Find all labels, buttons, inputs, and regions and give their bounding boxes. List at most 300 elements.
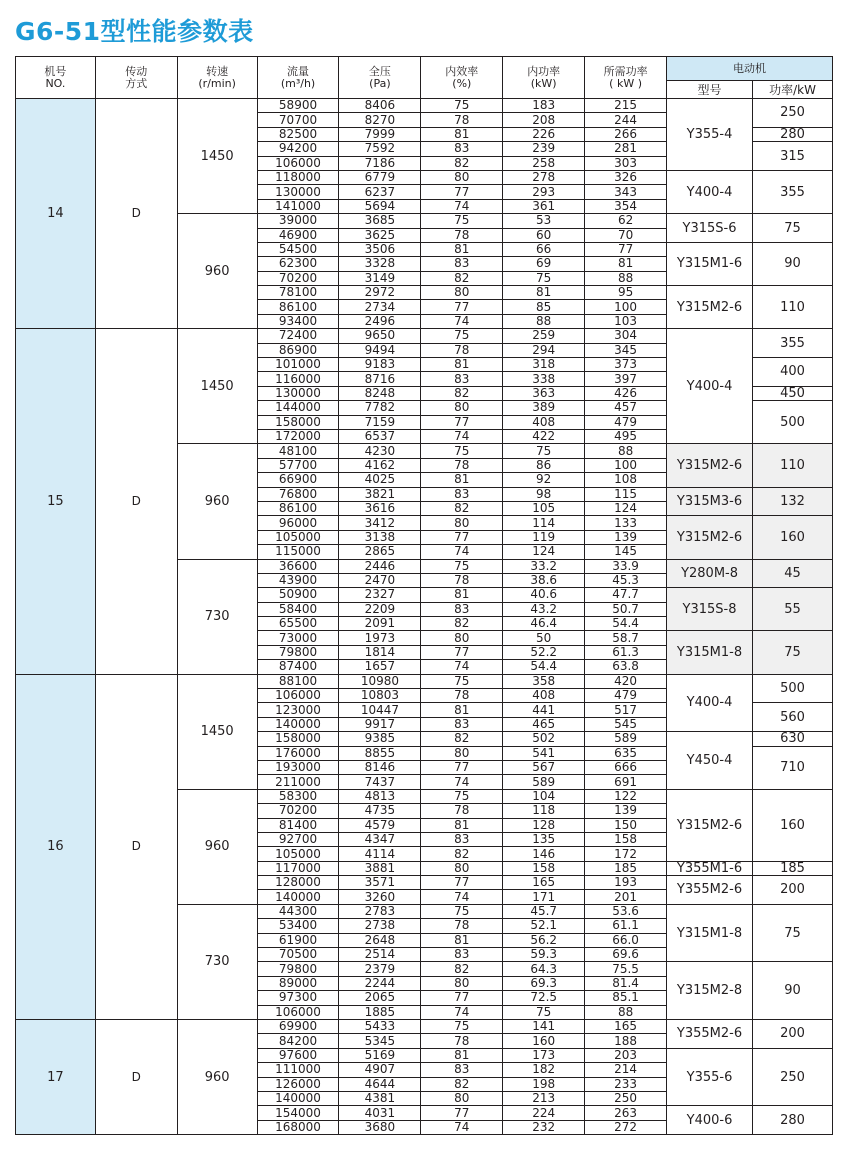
flow-cell: 65500	[257, 617, 339, 631]
efficiency-cell: 75	[421, 99, 503, 113]
required-power-cell: 203	[585, 1048, 667, 1062]
motor-model-cell: Y400-4	[667, 170, 753, 213]
required-power-cell: 124	[585, 501, 667, 515]
required-power-cell: 266	[585, 127, 667, 141]
internal-power-cell: 66	[503, 242, 585, 256]
efficiency-cell: 80	[421, 1091, 503, 1105]
flow-cell: 79800	[257, 962, 339, 976]
pressure-cell: 2209	[339, 602, 421, 616]
flow-cell: 66900	[257, 473, 339, 487]
motor-power-cell: 75	[753, 904, 833, 962]
internal-power-cell: 75	[503, 1005, 585, 1019]
fan-number-cell: 14	[16, 99, 96, 329]
pressure-cell: 8855	[339, 746, 421, 760]
efficiency-cell: 74	[421, 545, 503, 559]
flow-cell: 93400	[257, 314, 339, 328]
required-power-cell: 666	[585, 760, 667, 774]
internal-power-cell: 128	[503, 818, 585, 832]
pressure-cell: 2327	[339, 588, 421, 602]
pressure-cell: 5169	[339, 1048, 421, 1062]
pressure-cell: 9183	[339, 358, 421, 372]
performance-table	[15, 56, 833, 1135]
pressure-cell: 6779	[339, 170, 421, 184]
pressure-cell: 4579	[339, 818, 421, 832]
motor-model-cell: Y315M2-6	[667, 516, 753, 559]
required-power-cell: 158	[585, 832, 667, 846]
motor-power-cell: 280	[753, 1106, 833, 1135]
internal-power-cell: 183	[503, 99, 585, 113]
required-power-cell: 250	[585, 1091, 667, 1105]
required-power-cell: 373	[585, 358, 667, 372]
internal-power-cell: 119	[503, 530, 585, 544]
motor-power-cell: 355	[753, 329, 833, 358]
flow-cell: 101000	[257, 358, 339, 372]
internal-power-cell: 53	[503, 214, 585, 228]
pressure-cell: 3685	[339, 214, 421, 228]
required-power-cell: 139	[585, 530, 667, 544]
internal-power-cell: 294	[503, 343, 585, 357]
fan-number-cell: 15	[16, 329, 96, 674]
pressure-cell: 5433	[339, 1020, 421, 1034]
motor-power-cell: 75	[753, 214, 833, 243]
pressure-cell: 4347	[339, 832, 421, 846]
motor-power-cell: 110	[753, 286, 833, 329]
internal-power-cell: 363	[503, 386, 585, 400]
header-fan-no: 机号 NO.	[16, 57, 96, 99]
required-power-cell: 426	[585, 386, 667, 400]
pressure-cell: 8270	[339, 113, 421, 127]
efficiency-cell: 81	[421, 588, 503, 602]
internal-power-cell: 224	[503, 1106, 585, 1120]
pressure-cell: 6237	[339, 185, 421, 199]
efficiency-cell: 81	[421, 933, 503, 947]
pressure-cell: 3821	[339, 487, 421, 501]
efficiency-cell: 83	[421, 602, 503, 616]
header-required-power: 所需功率 ( kW )	[585, 57, 667, 99]
header-motor-power: 功率/kW	[753, 81, 833, 99]
pressure-cell: 3412	[339, 516, 421, 530]
flow-cell: 58300	[257, 789, 339, 803]
motor-power-cell: 55	[753, 588, 833, 631]
speed-cell: 960	[177, 1020, 257, 1135]
efficiency-cell: 82	[421, 156, 503, 170]
internal-power-cell: 69	[503, 257, 585, 271]
motor-power-cell: 185	[753, 861, 833, 875]
flow-cell: 111000	[257, 1063, 339, 1077]
required-power-cell: 122	[585, 789, 667, 803]
efficiency-cell: 82	[421, 501, 503, 515]
motor-model-cell: Y355M1-6	[667, 861, 753, 875]
table-header	[16, 57, 833, 99]
motor-model-cell: Y450-4	[667, 732, 753, 790]
efficiency-cell: 80	[421, 170, 503, 184]
efficiency-cell: 81	[421, 703, 503, 717]
motor-model-cell: Y315M1-6	[667, 242, 753, 285]
required-power-cell: 545	[585, 717, 667, 731]
efficiency-cell: 78	[421, 919, 503, 933]
required-power-cell: 45.3	[585, 573, 667, 587]
flow-cell: 79800	[257, 645, 339, 659]
pressure-cell: 5345	[339, 1034, 421, 1048]
motor-power-cell: 280	[753, 127, 833, 141]
motor-model-cell: Y355M2-6	[667, 876, 753, 905]
pressure-cell: 4230	[339, 444, 421, 458]
speed-cell: 960	[177, 789, 257, 904]
required-power-cell: 54.4	[585, 617, 667, 631]
internal-power-cell: 465	[503, 717, 585, 731]
drive-mode-cell: D	[95, 1020, 177, 1135]
internal-power-cell: 589	[503, 775, 585, 789]
pressure-cell: 3571	[339, 876, 421, 890]
flow-cell: 96000	[257, 516, 339, 530]
required-power-cell: 103	[585, 314, 667, 328]
flow-cell: 72400	[257, 329, 339, 343]
internal-power-cell: 389	[503, 401, 585, 415]
fan-number-cell: 17	[16, 1020, 96, 1135]
internal-power-cell: 146	[503, 847, 585, 861]
efficiency-cell: 78	[421, 689, 503, 703]
pressure-cell: 3625	[339, 228, 421, 242]
internal-power-cell: 114	[503, 516, 585, 530]
pressure-cell: 4813	[339, 789, 421, 803]
internal-power-cell: 98	[503, 487, 585, 501]
flow-cell: 54500	[257, 242, 339, 256]
flow-cell: 46900	[257, 228, 339, 242]
efficiency-cell: 82	[421, 271, 503, 285]
flow-cell: 128000	[257, 876, 339, 890]
required-power-cell: 115	[585, 487, 667, 501]
flow-cell: 140000	[257, 1091, 339, 1105]
flow-cell: 89000	[257, 976, 339, 990]
pressure-cell: 4381	[339, 1091, 421, 1105]
efficiency-cell: 74	[421, 429, 503, 443]
internal-power-cell: 232	[503, 1120, 585, 1134]
motor-model-cell: Y355-4	[667, 99, 753, 171]
required-power-cell: 66.0	[585, 933, 667, 947]
flow-cell: 115000	[257, 545, 339, 559]
efficiency-cell: 78	[421, 343, 503, 357]
internal-power-cell: 160	[503, 1034, 585, 1048]
pressure-cell: 2091	[339, 617, 421, 631]
flow-cell: 106000	[257, 156, 339, 170]
internal-power-cell: 213	[503, 1091, 585, 1105]
efficiency-cell: 78	[421, 228, 503, 242]
flow-cell: 211000	[257, 775, 339, 789]
flow-cell: 172000	[257, 429, 339, 443]
internal-power-cell: 50	[503, 631, 585, 645]
pressure-cell: 3616	[339, 501, 421, 515]
header-motor-model: 型号	[667, 81, 753, 99]
required-power-cell: 47.7	[585, 588, 667, 602]
efficiency-cell: 81	[421, 1048, 503, 1062]
internal-power-cell: 33.2	[503, 559, 585, 573]
efficiency-cell: 82	[421, 1077, 503, 1091]
internal-power-cell: 278	[503, 170, 585, 184]
flow-cell: 117000	[257, 861, 339, 875]
pressure-cell: 8406	[339, 99, 421, 113]
motor-model-cell: Y315S-8	[667, 588, 753, 631]
motor-model-cell: Y355M2-6	[667, 1020, 753, 1049]
internal-power-cell: 88	[503, 314, 585, 328]
drive-mode-cell: D	[95, 329, 177, 674]
motor-power-cell: 160	[753, 789, 833, 861]
pressure-cell: 3260	[339, 890, 421, 904]
required-power-cell: 70	[585, 228, 667, 242]
efficiency-cell: 80	[421, 516, 503, 530]
drive-mode-cell: D	[95, 674, 177, 1019]
flow-cell: 39000	[257, 214, 339, 228]
required-power-cell: 50.7	[585, 602, 667, 616]
internal-power-cell: 69.3	[503, 976, 585, 990]
flow-cell: 123000	[257, 703, 339, 717]
efficiency-cell: 74	[421, 1005, 503, 1019]
internal-power-cell: 135	[503, 832, 585, 846]
pressure-cell: 2470	[339, 573, 421, 587]
required-power-cell: 589	[585, 732, 667, 746]
flow-cell: 69900	[257, 1020, 339, 1034]
fan-number-cell: 16	[16, 674, 96, 1019]
efficiency-cell: 75	[421, 904, 503, 918]
motor-model-cell: Y315M2-6	[667, 789, 753, 861]
efficiency-cell: 77	[421, 185, 503, 199]
internal-power-cell: 40.6	[503, 588, 585, 602]
flow-cell: 70700	[257, 113, 339, 127]
required-power-cell: 343	[585, 185, 667, 199]
required-power-cell: 172	[585, 847, 667, 861]
internal-power-cell: 118	[503, 804, 585, 818]
motor-power-cell: 450	[753, 386, 833, 400]
flow-cell: 116000	[257, 372, 339, 386]
required-power-cell: 133	[585, 516, 667, 530]
pressure-cell: 2446	[339, 559, 421, 573]
header-pressure: 全压 (Pa)	[339, 57, 421, 99]
required-power-cell: 61.3	[585, 645, 667, 659]
efficiency-cell: 81	[421, 818, 503, 832]
pressure-cell: 2865	[339, 545, 421, 559]
header-flow: 流量 (m³/h)	[257, 57, 339, 99]
flow-cell: 81400	[257, 818, 339, 832]
internal-power-cell: 64.3	[503, 962, 585, 976]
header-internal-efficiency: 内效率 (%)	[421, 57, 503, 99]
pressure-cell: 2244	[339, 976, 421, 990]
flow-cell: 154000	[257, 1106, 339, 1120]
required-power-cell: 81	[585, 257, 667, 271]
efficiency-cell: 83	[421, 948, 503, 962]
motor-power-cell: 560	[753, 703, 833, 732]
internal-power-cell: 358	[503, 674, 585, 688]
flow-cell: 86100	[257, 501, 339, 515]
efficiency-cell: 74	[421, 199, 503, 213]
required-power-cell: 233	[585, 1077, 667, 1091]
efficiency-cell: 75	[421, 674, 503, 688]
flow-cell: 168000	[257, 1120, 339, 1134]
flow-cell: 158000	[257, 732, 339, 746]
pressure-cell: 4025	[339, 473, 421, 487]
flow-cell: 176000	[257, 746, 339, 760]
flow-cell: 78100	[257, 286, 339, 300]
flow-cell: 130000	[257, 185, 339, 199]
internal-power-cell: 258	[503, 156, 585, 170]
flow-cell: 92700	[257, 832, 339, 846]
internal-power-cell: 361	[503, 199, 585, 213]
pressure-cell: 2783	[339, 904, 421, 918]
required-power-cell: 185	[585, 861, 667, 875]
internal-power-cell: 208	[503, 113, 585, 127]
speed-cell: 1450	[177, 329, 257, 444]
flow-cell: 36600	[257, 559, 339, 573]
pressure-cell: 10803	[339, 689, 421, 703]
efficiency-cell: 75	[421, 789, 503, 803]
flow-cell: 88100	[257, 674, 339, 688]
efficiency-cell: 81	[421, 127, 503, 141]
flow-cell: 58400	[257, 602, 339, 616]
internal-power-cell: 46.4	[503, 617, 585, 631]
efficiency-cell: 75	[421, 1020, 503, 1034]
internal-power-cell: 422	[503, 429, 585, 443]
motor-power-cell: 90	[753, 962, 833, 1020]
header-speed: 转速 (r/min)	[177, 57, 257, 99]
required-power-cell: 244	[585, 113, 667, 127]
motor-model-cell: Y280M-8	[667, 559, 753, 588]
flow-cell: 144000	[257, 401, 339, 415]
internal-power-cell: 239	[503, 142, 585, 156]
required-power-cell: 214	[585, 1063, 667, 1077]
efficiency-cell: 78	[421, 1034, 503, 1048]
internal-power-cell: 567	[503, 760, 585, 774]
motor-model-cell: Y315M2-6	[667, 444, 753, 487]
pressure-cell: 7437	[339, 775, 421, 789]
speed-cell: 1450	[177, 99, 257, 214]
internal-power-cell: 502	[503, 732, 585, 746]
flow-cell: 44300	[257, 904, 339, 918]
required-power-cell: 303	[585, 156, 667, 170]
pressure-cell: 7592	[339, 142, 421, 156]
efficiency-cell: 83	[421, 142, 503, 156]
efficiency-cell: 80	[421, 976, 503, 990]
flow-cell: 97600	[257, 1048, 339, 1062]
required-power-cell: 108	[585, 473, 667, 487]
pressure-cell: 9494	[339, 343, 421, 357]
required-power-cell: 263	[585, 1106, 667, 1120]
internal-power-cell: 408	[503, 689, 585, 703]
internal-power-cell: 541	[503, 746, 585, 760]
required-power-cell: 215	[585, 99, 667, 113]
internal-power-cell: 318	[503, 358, 585, 372]
speed-cell: 960	[177, 444, 257, 559]
pressure-cell: 3149	[339, 271, 421, 285]
pressure-cell: 10980	[339, 674, 421, 688]
internal-power-cell: 59.3	[503, 948, 585, 962]
required-power-cell: 479	[585, 689, 667, 703]
pressure-cell: 8146	[339, 760, 421, 774]
required-power-cell: 100	[585, 300, 667, 314]
flow-cell: 50900	[257, 588, 339, 602]
motor-power-cell: 90	[753, 242, 833, 285]
internal-power-cell: 54.4	[503, 660, 585, 674]
flow-cell: 141000	[257, 199, 339, 213]
efficiency-cell: 78	[421, 113, 503, 127]
efficiency-cell: 82	[421, 847, 503, 861]
pressure-cell: 1657	[339, 660, 421, 674]
pressure-cell: 8248	[339, 386, 421, 400]
required-power-cell: 495	[585, 429, 667, 443]
motor-power-cell: 355	[753, 170, 833, 213]
internal-power-cell: 173	[503, 1048, 585, 1062]
pressure-cell: 2065	[339, 991, 421, 1005]
flow-cell: 70200	[257, 271, 339, 285]
flow-cell: 58900	[257, 99, 339, 113]
efficiency-cell: 77	[421, 300, 503, 314]
efficiency-cell: 82	[421, 732, 503, 746]
page-title: G6-51型性能参数表	[15, 17, 254, 46]
efficiency-cell: 77	[421, 530, 503, 544]
required-power-cell: 193	[585, 876, 667, 890]
required-power-cell: 304	[585, 329, 667, 343]
efficiency-cell: 83	[421, 1063, 503, 1077]
pressure-cell: 1973	[339, 631, 421, 645]
table-row	[16, 1020, 833, 1034]
flow-cell: 105000	[257, 530, 339, 544]
required-power-cell: 272	[585, 1120, 667, 1134]
pressure-cell: 7999	[339, 127, 421, 141]
motor-model-cell: Y400-6	[667, 1106, 753, 1135]
internal-power-cell: 92	[503, 473, 585, 487]
table-row	[16, 674, 833, 688]
speed-cell: 1450	[177, 674, 257, 789]
pressure-cell: 3328	[339, 257, 421, 271]
flow-cell: 106000	[257, 689, 339, 703]
internal-power-cell: 52.2	[503, 645, 585, 659]
drive-mode-cell: D	[95, 99, 177, 329]
flow-cell: 73000	[257, 631, 339, 645]
flow-cell: 86900	[257, 343, 339, 357]
required-power-cell: 517	[585, 703, 667, 717]
motor-model-cell: Y315M1-8	[667, 904, 753, 962]
flow-cell: 82500	[257, 127, 339, 141]
pressure-cell: 9385	[339, 732, 421, 746]
required-power-cell: 354	[585, 199, 667, 213]
internal-power-cell: 338	[503, 372, 585, 386]
efficiency-cell: 75	[421, 559, 503, 573]
efficiency-cell: 77	[421, 991, 503, 1005]
internal-power-cell: 165	[503, 876, 585, 890]
pressure-cell: 2648	[339, 933, 421, 947]
required-power-cell: 53.6	[585, 904, 667, 918]
required-power-cell: 88	[585, 444, 667, 458]
efficiency-cell: 74	[421, 660, 503, 674]
flow-cell: 53400	[257, 919, 339, 933]
pressure-cell: 2738	[339, 919, 421, 933]
pressure-cell: 3881	[339, 861, 421, 875]
flow-cell: 57700	[257, 458, 339, 472]
required-power-cell: 95	[585, 286, 667, 300]
required-power-cell: 75.5	[585, 962, 667, 976]
flow-cell: 84200	[257, 1034, 339, 1048]
pressure-cell: 3680	[339, 1120, 421, 1134]
motor-model-cell: Y315S-6	[667, 214, 753, 243]
pressure-cell: 8716	[339, 372, 421, 386]
internal-power-cell: 52.1	[503, 919, 585, 933]
required-power-cell: 77	[585, 242, 667, 256]
efficiency-cell: 74	[421, 775, 503, 789]
efficiency-cell: 77	[421, 760, 503, 774]
efficiency-cell: 80	[421, 631, 503, 645]
motor-model-cell: Y355-6	[667, 1048, 753, 1106]
flow-cell: 61900	[257, 933, 339, 947]
required-power-cell: 61.1	[585, 919, 667, 933]
internal-power-cell: 104	[503, 789, 585, 803]
flow-cell: 76800	[257, 487, 339, 501]
